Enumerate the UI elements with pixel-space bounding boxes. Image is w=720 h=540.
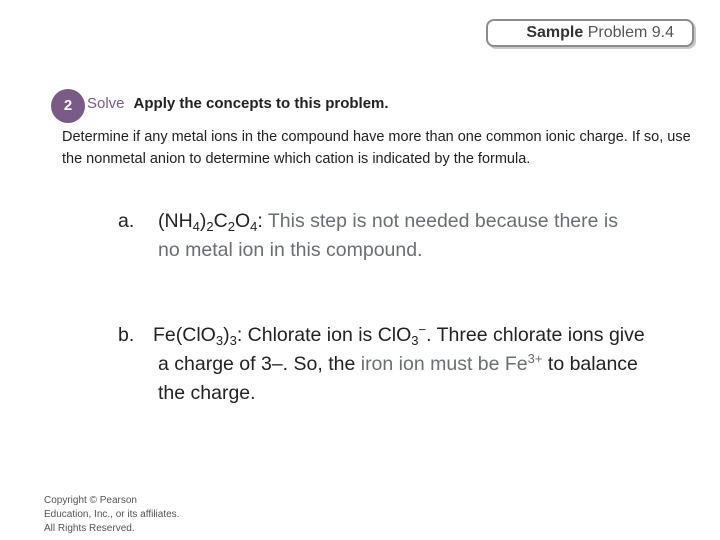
item-b-text: : Chlorate ion is ClO	[236, 324, 412, 346]
item-a-explanation-2: no metal ion in this compound.	[158, 239, 423, 261]
item-a-formula	[158, 210, 268, 232]
sample-problem-badge	[486, 19, 694, 47]
copyright-notice	[44, 494, 179, 536]
copyright-line-1: Copyright © Pearson	[44, 495, 137, 506]
badge-rest-text: Problem 9.4	[583, 24, 674, 41]
charge-superscript: −	[418, 322, 427, 337]
item-b-text: . Three chlorate ions give	[426, 324, 645, 346]
item-b-label: b.	[118, 324, 135, 346]
item-b-highlight: iron ion must be Fe	[360, 353, 528, 375]
formula-subscript: 2	[227, 219, 235, 234]
item-b-formula	[153, 324, 237, 346]
copyright-line-3: All Rights Reserved.	[44, 523, 135, 534]
item-b	[118, 321, 708, 408]
item-b-text: a charge of 3–. So, the	[158, 353, 361, 375]
formula-subscript: 3	[215, 333, 224, 348]
step-number-badge: 2	[51, 89, 85, 123]
item-a	[118, 207, 688, 265]
item-b-line-3: the charge.	[158, 382, 256, 404]
formula-subscript: 2	[206, 219, 214, 234]
step-heading-text: Apply the concepts to this problem.	[133, 95, 389, 112]
item-a-explanation-1: This step is not needed because there is	[267, 210, 618, 232]
formula-text: O	[234, 210, 251, 232]
formula-subscript: 3	[411, 333, 419, 348]
formula-text: )	[199, 210, 207, 232]
badge-strong-text: Sample	[526, 24, 584, 41]
copyright-line-2: Education, Inc., or its affiliates.	[44, 509, 180, 520]
item-a-label: a.	[118, 210, 135, 232]
formula-subscript: 3	[229, 333, 237, 348]
formula-text: :	[257, 210, 268, 232]
item-b-line-2	[118, 350, 708, 379]
formula-text: Fe(ClO	[153, 324, 216, 346]
formula-subscript: 4	[250, 219, 258, 234]
charge-superscript: 3+	[527, 351, 543, 366]
step-word: Solve	[87, 95, 125, 112]
step-heading	[87, 95, 389, 112]
formula-subscript: 4	[192, 219, 200, 234]
formula-text: C	[213, 210, 228, 232]
formula-text: (NH	[158, 210, 193, 232]
formula-text: )	[223, 324, 230, 346]
intro-paragraph: Determine if any metal ions in the compound have more than one common ionic charge. If so, use the nonmetal anion to determine which cation is indicated by the formula.	[62, 129, 691, 167]
item-b-text: to balance	[542, 353, 638, 375]
